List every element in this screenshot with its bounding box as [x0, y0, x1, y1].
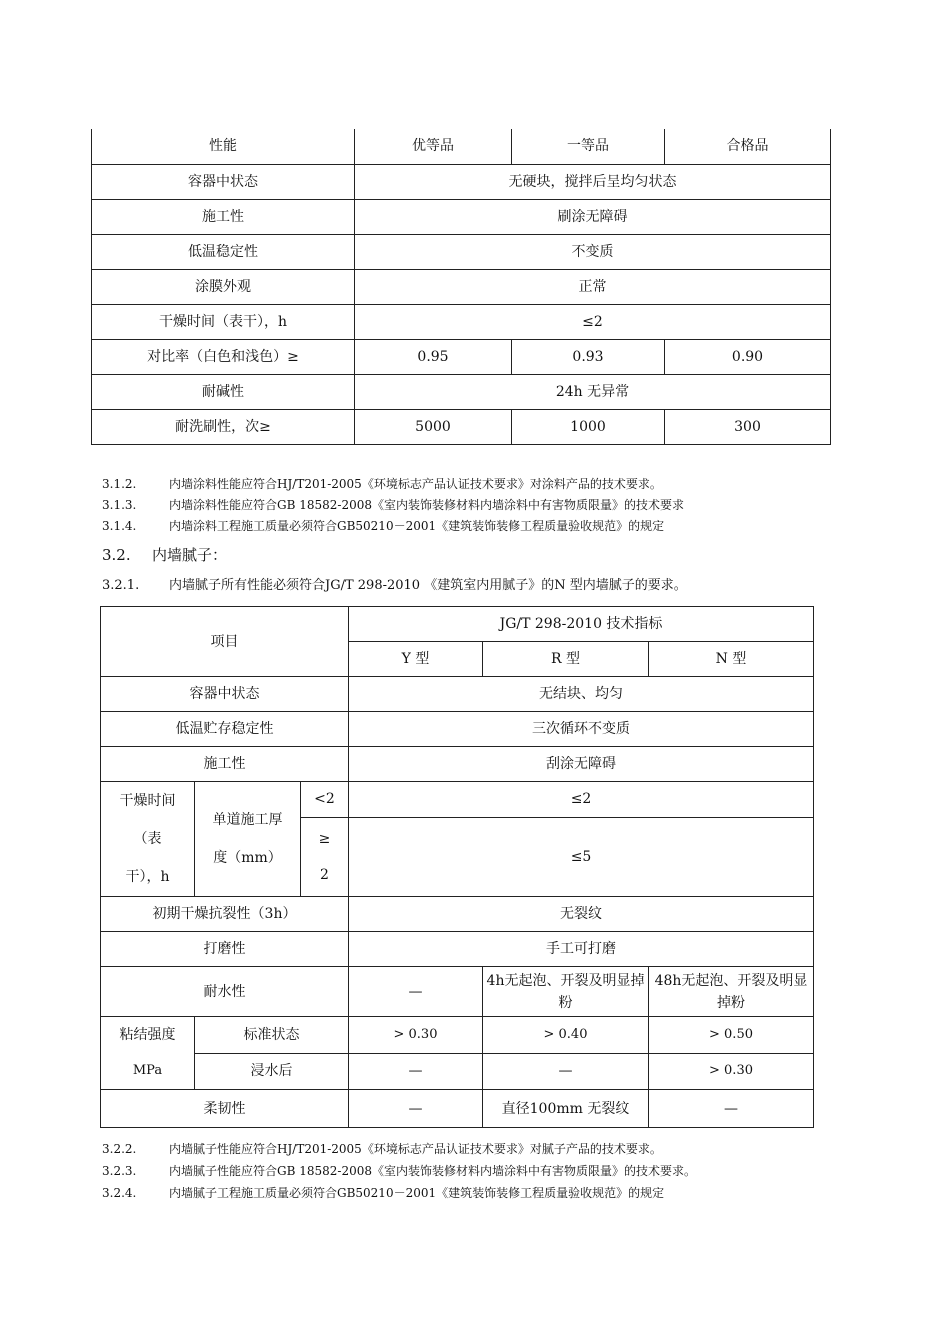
row-value: > 0.30	[649, 1053, 814, 1090]
row-value: 300	[665, 409, 831, 444]
row-value: —	[483, 1053, 649, 1090]
row-label: 低温贮存稳定性	[101, 712, 349, 747]
row-value: 48h无起泡、开裂及明显掉粉	[649, 967, 814, 1017]
row-value: 手工可打磨	[349, 932, 814, 967]
table-row	[101, 712, 814, 747]
putty-spec-table	[100, 606, 814, 1128]
standard-header: JG/T 298-2010 技术指标	[349, 607, 814, 642]
label-line: （表	[133, 831, 162, 847]
row-value: 0.90	[665, 339, 831, 374]
table-header-row	[92, 129, 831, 164]
table-row	[101, 967, 814, 1017]
clause-3-2-3	[102, 1163, 696, 1179]
label-line: 干燥时间	[119, 793, 176, 809]
table-row	[101, 1053, 814, 1090]
bond-strength-label	[101, 1017, 195, 1090]
clause-number: 3.2.1.	[102, 578, 140, 593]
row-label: 施工性	[101, 747, 349, 782]
table-row	[101, 747, 814, 782]
row-label: 干燥时间（表干），h	[92, 304, 355, 339]
row-label: 耐洗刷性，次≥	[92, 409, 355, 444]
row-value: —	[349, 967, 483, 1017]
row-value: ≤5	[349, 817, 814, 896]
drying-time-label	[101, 782, 195, 897]
table-row	[101, 677, 814, 712]
table-row	[92, 199, 831, 234]
header-cell: 合格品	[665, 129, 831, 164]
row-value: > 0.50	[649, 1017, 814, 1054]
table-row	[92, 409, 831, 444]
type-header: Y 型	[349, 642, 483, 677]
row-label: 初期干燥抗裂性（3h）	[101, 897, 349, 932]
row-value: —	[649, 1090, 814, 1128]
clause-3-1-3	[102, 497, 684, 513]
row-label: 涂膜外观	[92, 269, 355, 304]
row-value: 无硬块，搅拌后呈均匀状态	[355, 164, 831, 199]
clause-text: 内墙涂料性能应符合GB 18582-2008《室内装饰装修材料内墙涂料中有害物质限量》的技术要求	[169, 498, 684, 512]
row-value: 直径100mm 无裂纹	[483, 1090, 649, 1128]
item-header: 项目	[101, 607, 349, 677]
row-value: 24h 无异常	[355, 374, 831, 409]
clause-number: 3.2.2.	[102, 1142, 137, 1156]
table-row	[92, 374, 831, 409]
section-title: 内墙腻子：	[152, 546, 228, 564]
row-value: 0.93	[512, 339, 665, 374]
header-cell: 一等品	[512, 129, 665, 164]
condition-line: 2	[320, 866, 329, 883]
label-line: 粘结强度	[119, 1027, 176, 1043]
clause-3-1-4	[102, 518, 664, 534]
clause-number: 3.1.2.	[102, 477, 137, 491]
table-row	[101, 1017, 814, 1054]
table-row	[101, 607, 814, 642]
row-value: 无结块、均匀	[349, 677, 814, 712]
row-value: 0.95	[355, 339, 512, 374]
label-line: 干），h	[125, 869, 170, 885]
row-label: 柔韧性	[101, 1090, 349, 1128]
clause-text: 内墙涂料工程施工质量必须符合GB50210－2001《建筑装饰装修工程质量验收规范》的规定	[169, 519, 665, 533]
row-label: 标准状态	[195, 1017, 349, 1054]
row-value: 1000	[512, 409, 665, 444]
row-value: ≤2	[355, 304, 831, 339]
thickness-condition	[301, 817, 349, 896]
clause-number: 3.2.3.	[102, 1164, 137, 1178]
table-row	[92, 234, 831, 269]
row-label: 低温稳定性	[92, 234, 355, 269]
thickness-label	[195, 782, 301, 897]
type-header: N 型	[649, 642, 814, 677]
label-line: MPa	[132, 1063, 163, 1078]
table-row	[92, 304, 831, 339]
thickness-condition: <2	[301, 782, 349, 818]
table-row	[101, 897, 814, 932]
row-value: —	[349, 1090, 483, 1128]
row-label: 容器中状态	[101, 677, 349, 712]
row-value: ≤2	[349, 782, 814, 818]
row-label: 浸水后	[195, 1053, 349, 1090]
row-value: —	[349, 1053, 483, 1090]
row-value: 不变质	[355, 234, 831, 269]
section-number: 3.2.	[102, 546, 131, 564]
table-row	[92, 269, 831, 304]
row-value: 5000	[355, 409, 512, 444]
label-line: 单道施工厚	[212, 812, 283, 828]
row-label: 耐水性	[101, 967, 349, 1017]
section-heading	[102, 544, 227, 565]
row-label: 打磨性	[101, 932, 349, 967]
clause-number: 3.2.4.	[102, 1186, 137, 1200]
clause-text: 内墙腻子性能应符合HJ/T201-2005《环境标志产品认证技术要求》对腻子产品的技术要求。	[169, 1142, 662, 1156]
row-value: 刮涂无障碍	[349, 747, 814, 782]
header-cell: 优等品	[355, 129, 512, 164]
row-value: 三次循环不变质	[349, 712, 814, 747]
condition-line: ≥	[318, 830, 331, 847]
row-label: 容器中状态	[92, 164, 355, 199]
row-value: 4h无起泡、开裂及明显掉粉	[483, 967, 649, 1017]
clause-text: 内墙腻子性能应符合GB 18582-2008《室内装饰装修材料内墙涂料中有害物质限量》的技术要求。	[169, 1164, 696, 1178]
row-label: 施工性	[92, 199, 355, 234]
clause-text: 内墙涂料性能应符合HJ/T201-2005《环境标志产品认证技术要求》对涂料产品的技术要求。	[169, 477, 662, 491]
table-row	[101, 932, 814, 967]
clause-text: 内墙腻子工程施工质量必须符合GB50210－2001《建筑装饰装修工程质量验收规范》的规定	[169, 1186, 665, 1200]
table-row	[101, 782, 814, 818]
row-value: 正常	[355, 269, 831, 304]
label-line: 度（mm）	[213, 850, 282, 866]
row-value: > 0.30	[349, 1017, 483, 1054]
clause-number: 3.1.3.	[102, 498, 137, 512]
clause-3-2-2	[102, 1141, 662, 1157]
row-label: 耐碱性	[92, 374, 355, 409]
table-row	[92, 339, 831, 374]
row-value: > 0.40	[483, 1017, 649, 1054]
clause-text: 内墙腻子所有性能必须符合JG/T 298-2010 《建筑室内用腻子》的N 型内墙腻子的要求。	[169, 578, 687, 593]
clause-number: 3.1.4.	[102, 519, 137, 533]
row-value: 无裂纹	[349, 897, 814, 932]
clause-3-2-1	[102, 578, 687, 594]
table-row	[101, 1090, 814, 1128]
clause-3-1-2	[102, 476, 662, 492]
clause-3-2-4	[102, 1185, 664, 1201]
header-cell: 性能	[92, 129, 355, 164]
type-header: R 型	[483, 642, 649, 677]
table-row	[92, 164, 831, 199]
row-label: 对比率（白色和浅色）≥	[92, 339, 355, 374]
row-value: 刷涂无障碍	[355, 199, 831, 234]
coating-performance-table	[91, 129, 831, 445]
